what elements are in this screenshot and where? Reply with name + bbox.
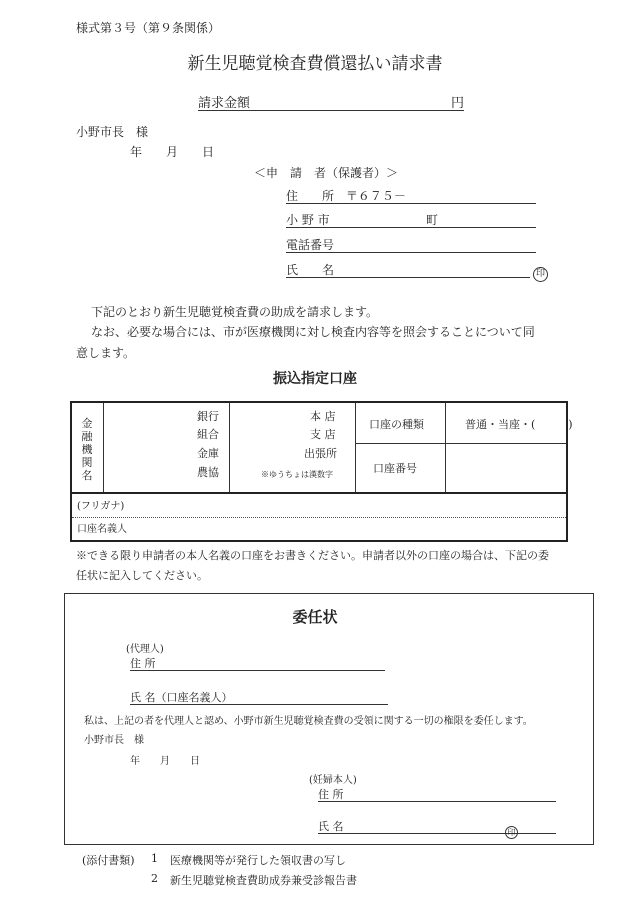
claim-unit: 円 xyxy=(450,96,464,111)
attachment-1-text: 医療機関等が発行した領収書の写し xyxy=(170,854,346,867)
applicant-city-field[interactable] xyxy=(286,211,536,228)
proxy-principal-label: (妊婦本人) xyxy=(309,775,357,786)
addressee: 小野市長 様 xyxy=(76,125,149,139)
account-type-label: 口座の種類 xyxy=(369,418,424,431)
type-union[interactable]: 組合 xyxy=(197,428,219,441)
proxy-principal-name-label: 氏 名 xyxy=(318,820,344,833)
yucho-note: ※ゆうちょは漢数字 xyxy=(261,470,333,479)
applicant-town-label: 町 xyxy=(426,213,439,227)
transfer-title: 振込指定口座 xyxy=(273,371,357,387)
applicant-zip: 〒６７５－ xyxy=(345,189,406,203)
applicant-header: ＜申 請 者（保護者）＞ xyxy=(254,166,399,180)
proxy-agent-name-field[interactable] xyxy=(130,689,388,705)
applicant-seal-icon: 印 xyxy=(533,261,548,282)
attachments-label: (添付書類) xyxy=(82,854,135,867)
applicant-name-label: 氏 名 xyxy=(286,263,335,277)
proxy-addressee: 小野市長 様 xyxy=(84,735,144,746)
furigana-label: (フリガナ) xyxy=(77,501,125,512)
proxy-principal-address-label: 住 所 xyxy=(318,788,344,801)
claim-amount-label: 請求金額 xyxy=(198,96,251,111)
form-number: 様式第３号（第９条関係） xyxy=(76,21,221,35)
proxy-agent-address-field[interactable] xyxy=(130,655,385,671)
proxy-seal-icon: 印 xyxy=(505,820,518,839)
applicant-address-label: 住 所 xyxy=(286,189,335,203)
applicant-address-field[interactable] xyxy=(286,187,536,204)
proxy-principal-name-field[interactable] xyxy=(318,818,556,834)
applicant-phone-field[interactable] xyxy=(286,236,536,253)
branch-main[interactable]: 本 店 xyxy=(310,410,336,423)
type-credit[interactable]: 金庫 xyxy=(197,447,219,460)
proxy-statement: 私は、上記の者を代理人と認め、小野市新生児聴覚検査費の受領に関する一切の権限を委任します。 xyxy=(84,716,533,727)
account-number-label: 口座番号 xyxy=(373,462,417,475)
branch-office[interactable]: 出張所 xyxy=(304,447,337,460)
applicant-name-field[interactable] xyxy=(286,261,530,278)
applicant-city-label: 小 野 市 xyxy=(286,213,330,227)
proxy-agent-address-label: 住 所 xyxy=(130,657,156,670)
proxy-title: 委任状 xyxy=(292,608,338,626)
branch-sub[interactable]: 支 店 xyxy=(310,428,336,441)
claim-amount-field[interactable] xyxy=(198,92,464,111)
attachment-2-text: 新生児聴覚検査費助成券兼受診報告書 xyxy=(170,874,357,887)
proxy-date-line: 年 月 日 xyxy=(130,756,200,767)
type-agri[interactable]: 農協 xyxy=(197,466,219,479)
type-bank[interactable]: 銀行 xyxy=(197,410,219,423)
body-line-1: 下記のとおり新生児聴覚検査費の助成を請求します。 xyxy=(91,305,379,319)
attachment-1-num: 1 xyxy=(151,852,158,865)
holder-label: 口座名義人 xyxy=(77,524,127,535)
attachment-2-num: 2 xyxy=(151,872,158,885)
page-title: 新生児聴覚検査費償還払い請求書 xyxy=(187,54,443,74)
body-line-2: なお、必要な場合には、市が医療機関に対し検査内容等を照会することについて同 xyxy=(91,325,535,339)
note-line-1: ※できる限り申請者の本人名義の口座をお書きください。申請者以外の口座の場合は、下記の委 xyxy=(76,549,549,562)
institution-label: 金融機関名 xyxy=(81,417,93,482)
note-line-2: 任状に記入してください。 xyxy=(76,569,208,582)
date-line: 年 月 日 xyxy=(130,145,215,159)
bank-account-table xyxy=(70,401,573,542)
proxy-agent-name-label: 氏 名（口座名義人） xyxy=(130,691,233,704)
proxy-principal-address-field[interactable] xyxy=(318,786,556,802)
body-line-3: 意します。 xyxy=(76,346,136,360)
applicant-phone-label: 電話番号 xyxy=(286,238,335,252)
account-type-options[interactable]: 普通・当座・( ) xyxy=(465,418,573,431)
proxy-agent-label: (代理人) xyxy=(126,644,164,655)
